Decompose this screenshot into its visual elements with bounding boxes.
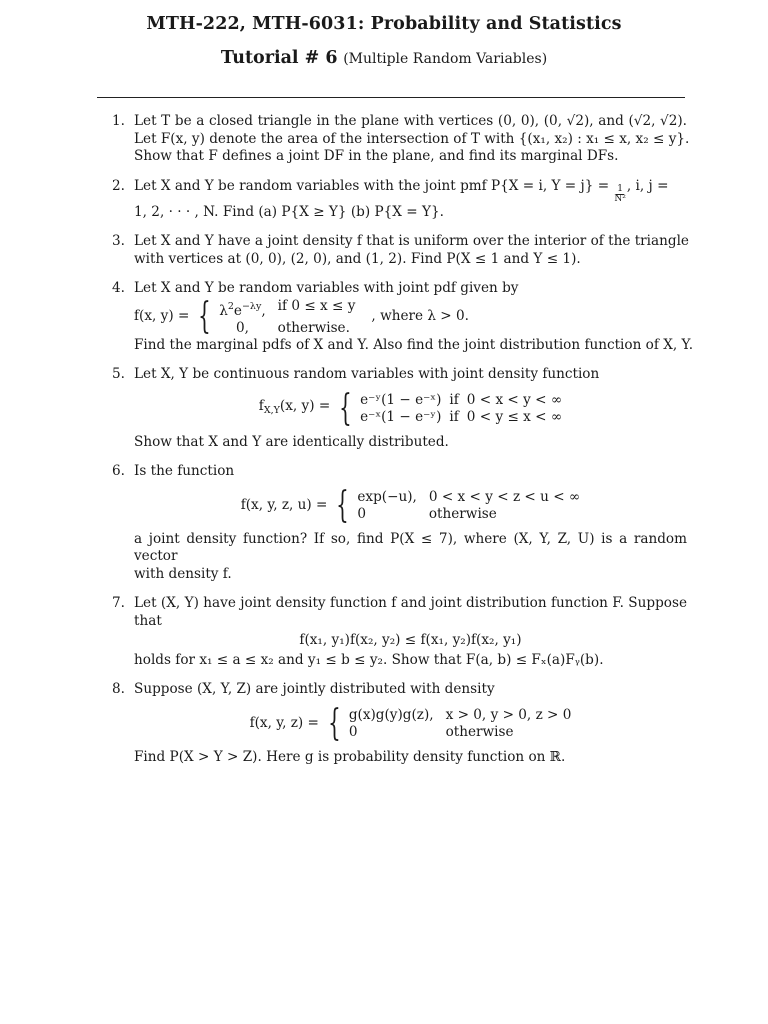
equation-lhs: f(x, y, z) = (249, 714, 319, 731)
document-title: MTH-222, MTH-6031: Probability and Statistics (146, 14, 622, 34)
equation-cases (357, 489, 580, 523)
fraction (614, 185, 625, 204)
problem-text-line: with density f. (134, 565, 232, 582)
problem-text-line: Let X and Y have a joint density f that is uniform over the interior of the triangle (134, 233, 689, 249)
problem-number: 5. (112, 366, 125, 382)
case-condition: 0 < x < y < ∞ (466, 391, 563, 408)
equation-lhs: f(x, y) = (134, 308, 190, 325)
case-value: e⁻ʸ(1 − e⁻ˣ) (360, 391, 442, 408)
piecewise-equation (134, 298, 687, 337)
case-condition: 0 < y ≤ x < ∞ (466, 408, 563, 425)
case-value: $\lambda^2e^{-\lambda y}$, (219, 300, 266, 319)
problem-4 (112, 280, 694, 354)
problem-2 (112, 178, 687, 222)
problem-number: 4. (112, 280, 125, 296)
inequality-equation: f(x₁, y₁)f(x₂, y₂) ≤ f(x₁, y₂)f(x₂, y₁) (299, 632, 522, 648)
problem-text-line: Let X and Y be random variables with joint pdf given by (134, 280, 519, 296)
problem-3 (112, 233, 687, 268)
problem-number: 8. (112, 681, 125, 697)
function-subscript: X,Y (263, 404, 280, 416)
case-value: 0 (348, 723, 358, 740)
problem-text-line: Let (X, Y) have joint density function f and joint distribution function F. Suppose (134, 595, 687, 611)
equation-note: , where λ > 0. (371, 308, 469, 325)
case-if: if (449, 391, 459, 408)
equation-lhs: f(x, y, z, u) = (240, 496, 328, 513)
case-value: g(x)g(y)g(z), (348, 706, 434, 723)
problem-text-line: Find P(X > Y > Z). Here g is probability density function on ℝ. (134, 748, 566, 765)
case-value: exp(−u), (357, 488, 417, 505)
equation-lhs (259, 398, 330, 420)
problem-5 (112, 366, 687, 451)
case-condition: otherwise (445, 723, 514, 740)
case-condition: if 0 ≤ x ≤ y (277, 297, 356, 314)
case-condition: x > 0, y > 0, z > 0 (445, 706, 572, 723)
tutorial-topic: (Multiple Random Variables) (343, 51, 548, 67)
problem-text: Let X and Y be random variables with the joint pmf P{X = i, Y = j} = (134, 177, 610, 194)
piecewise-equation (134, 702, 687, 744)
left-brace: { (339, 387, 352, 429)
problem-1 (112, 113, 690, 166)
problem-6 (112, 463, 687, 583)
problem-text-line: 1, 2, · · · , N. Find (a) P{X ≥ Y} (b) P{X = Y}. (134, 203, 444, 220)
tutorial-heading (0, 48, 768, 68)
fraction-numerator: 1 (617, 183, 624, 194)
problem-text-line: Suppose (X, Y, Z) are jointly distributed with density (134, 681, 495, 697)
problem-text-line: holds for x₁ ≤ a ≤ x₂ and y₁ ≤ b ≤ y₂. Show that F(a, b) ≤ Fₓ(a)Fᵧ(b). (134, 651, 604, 668)
problem-text: , i, j = (626, 177, 669, 194)
problem-text-line: Show that F defines a joint DF in the plane, and find its marginal DFs. (134, 148, 619, 164)
problem-number: 3. (112, 233, 125, 249)
problem-text-line: Let F(x, y) denote the area of the intersection of T with {(x₁, x₂) : x₁ ≤ x, x₂ ≤ y}. (134, 130, 690, 147)
case-condition: otherwise. (277, 319, 350, 336)
left-brace: { (198, 296, 212, 337)
problem-text-line: Let T be a closed triangle in the plane with vertices (0, 0), (0, √2), and (√2, √2). (134, 113, 687, 129)
fraction-denominator: N² (614, 193, 626, 204)
problem-number: 7. (112, 595, 125, 611)
problem-text-line (134, 178, 687, 204)
case-condition: 0 < x < y < z < u < ∞ (428, 488, 581, 505)
tutorial-number: Tutorial # 6 (220, 48, 338, 68)
case-if: if (449, 408, 459, 425)
case-condition: otherwise (428, 505, 497, 522)
piecewise-equation (134, 484, 687, 526)
piecewise-equation (134, 387, 687, 429)
equation-cases (360, 392, 562, 426)
case-value: 0, (235, 319, 249, 336)
case-value: e⁻ˣ(1 − e⁻ʸ) (360, 408, 442, 425)
problem-text-line: a joint density function? If so, find P(X ≤ 7), where (X, Y, Z, U) is a random vector (134, 530, 687, 564)
left-brace: { (328, 702, 341, 744)
left-brace: { (336, 484, 350, 526)
function-symbol: f (258, 397, 264, 414)
case-value: 0 (357, 505, 367, 522)
equation-cases (219, 298, 355, 337)
equation-cases (349, 707, 572, 741)
header-divider (97, 97, 685, 98)
problem-text-line: with vertices at (0, 0), (2, 0), and (1, 2). Find P(X ≤ 1 and Y ≤ 1). (134, 250, 581, 267)
problem-text-line: Is the function (134, 463, 235, 479)
problem-number: 6. (112, 463, 125, 479)
problem-text-line: that (134, 612, 162, 629)
problem-text-line: Find the marginal pdfs of X and Y. Also find the joint distribution function of X, Y. (134, 336, 694, 353)
problem-7 (112, 595, 687, 669)
problem-number: 2. (112, 177, 125, 194)
problem-8 (112, 681, 687, 766)
problem-text-line: Let X, Y be continuous random variables with joint density function (134, 366, 600, 382)
problem-list (112, 113, 694, 778)
function-args: (x, y) = (279, 397, 331, 414)
problem-number: 1. (112, 113, 125, 129)
problem-text-line: Show that X and Y are identically distributed. (134, 433, 449, 450)
